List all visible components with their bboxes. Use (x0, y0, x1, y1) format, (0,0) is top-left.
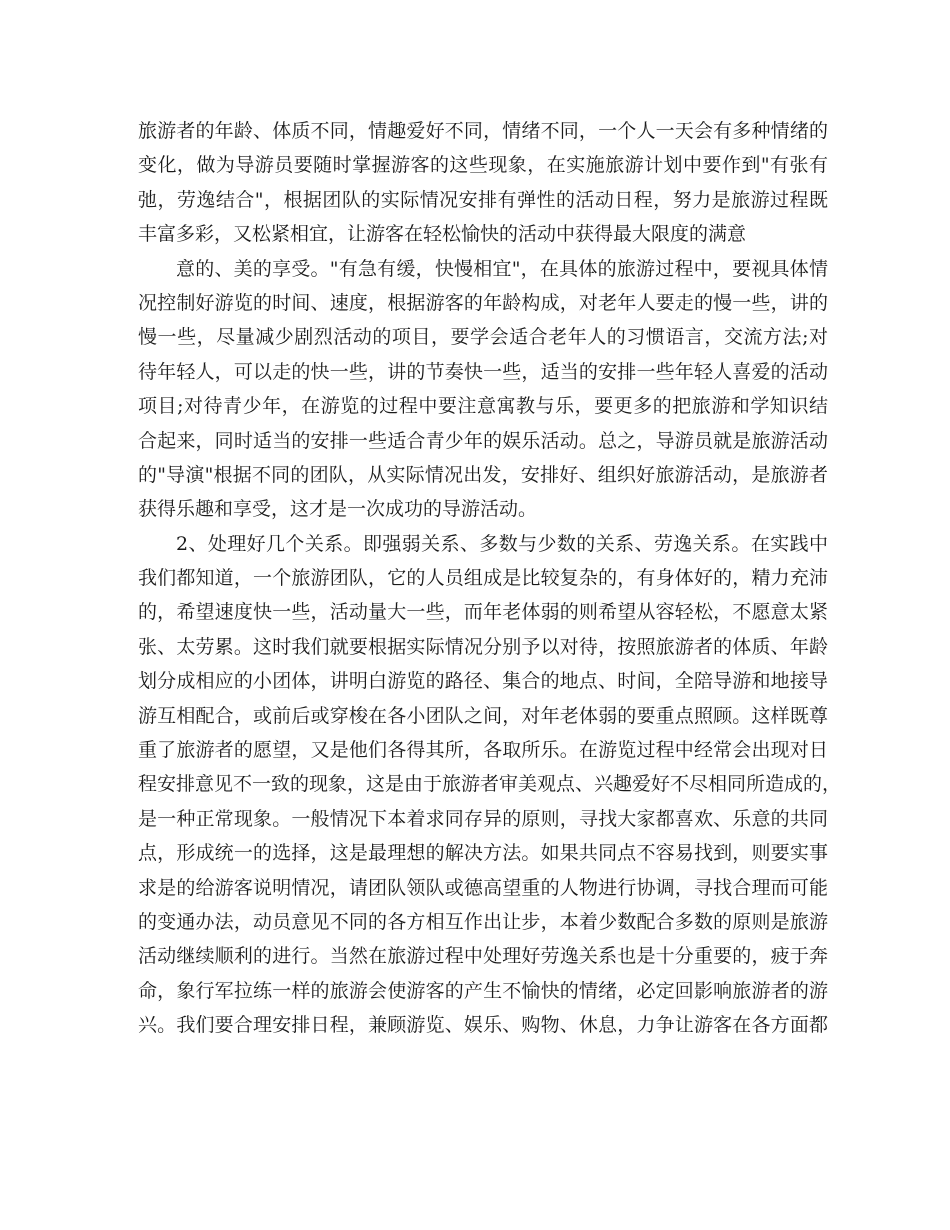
text-line: 的"导演"根据不同的团队，从实际情况出发，安排好、组织好旅游活动，是旅游者 (138, 463, 828, 486)
text-line: 游互相配合，或前后或穿梭在各小团队之间，对年老体弱的要重点照顾。这样既尊 (138, 704, 828, 727)
text-line: 弛，劳逸结合"，根据团队的实际情况安排有弹性的活动日程，努力是旅游过程既 (138, 188, 828, 211)
text-line: 的，希望速度快一些，活动量大一些，而年老体弱的则希望从容轻松，不愿意太紧 (138, 601, 828, 624)
document-body (138, 114, 842, 1043)
text-line: 旅游者的年龄、体质不同，情趣爱好不同，情绪不同，一个人一天会有多种情绪的 (138, 120, 828, 142)
text-line: 况控制好游览的时间、速度，根据游客的年龄构成，对老年人要走的慢一些，讲的 (138, 291, 828, 314)
text-line: 是一种正常现象。一般情况下本着求同存异的原则，寻找大家都喜欢、乐意的共同 (138, 807, 828, 830)
text-line: 重了旅游者的愿望，又是他们各得其所，各取所乐。在游览过程中经常会出现对日 (138, 739, 828, 762)
text-line: 合起来，同时适当的安排一些适合青少年的娱乐活动。总之，导游员就是旅游活动 (138, 429, 828, 452)
text-line: 划分成相应的小团体，讲明白游览的路径、集合的地点、时间，全陪导游和地接导 (138, 670, 828, 693)
text-line: 点，形成统一的选择，这是最理想的解决方法。如果共同点不容易找到，则要实事 (138, 842, 828, 865)
text-line: 获得乐趣和享受，这才是一次成功的导游活动。 (138, 498, 538, 521)
text-line: 命，象行军拉练一样的旅游会使游客的产生不愉快的情绪，必定回影响旅游者的游 (138, 979, 828, 1002)
text-line: 的变通办法，动员意见不同的各方相互作出让步，本着少数配合多数的原则是旅游 (138, 910, 828, 933)
text-line: 意的、美的享受。"有急有缓，快慢相宜"，在具体的旅游过程中，要视具体情 (176, 257, 828, 280)
text-line: 活动继续顺利的进行。当然在旅游过程中处理好劳逸关系也是十分重要的，疲于奔 (138, 945, 828, 968)
text-line: 兴。我们要合理安排日程，兼顾游览、娱乐、购物、休息，力争让游客在各方面都 (138, 1014, 828, 1037)
paragraph-2 (138, 252, 828, 527)
text-line: 程安排意见不一致的现象，这是由于旅游者审美观点、兴趣爱好不尽相同所造成的， (138, 773, 842, 796)
paragraph-1 (138, 114, 828, 252)
text-line: 慢一些，尽量减少剧烈活动的项目，要学会适合老年人的习惯语言，交流方法;对 (138, 326, 828, 349)
text-line: 待年轻人，可以走的快一些，讲的节奏快一些，适当的安排一些年轻人喜爱的活动 (138, 360, 828, 383)
text-line: 求是的给游客说明情况，请团队领队或德高望重的人物进行协调，寻找合理而可能 (138, 876, 828, 899)
text-line: 我们都知道，一个旅游团队，它的人员组成是比较复杂的，有身体好的，精力充沛 (138, 567, 828, 590)
paragraph-3 (138, 527, 842, 1043)
text-line: 丰富多彩，又松紧相宜，让游客在轻松愉快的活动中获得最大限度的满意 (138, 223, 747, 246)
text-line: 2、处理好几个关系。即强弱关系、多数与少数的关系、劳逸关系。在实践中 (176, 532, 828, 555)
text-line: 项目;对待青少年，在游览的过程中要注意寓教与乐，要更多的把旅游和学知识结 (138, 395, 828, 418)
text-line: 变化，做为导游员要随时掌握游客的这些现象，在实施旅游计划中要作到"有张有 (138, 154, 828, 177)
text-line: 张、太劳累。这时我们就要根据实际情况分别予以对待，按照旅游者的体质、年龄 (138, 635, 828, 658)
